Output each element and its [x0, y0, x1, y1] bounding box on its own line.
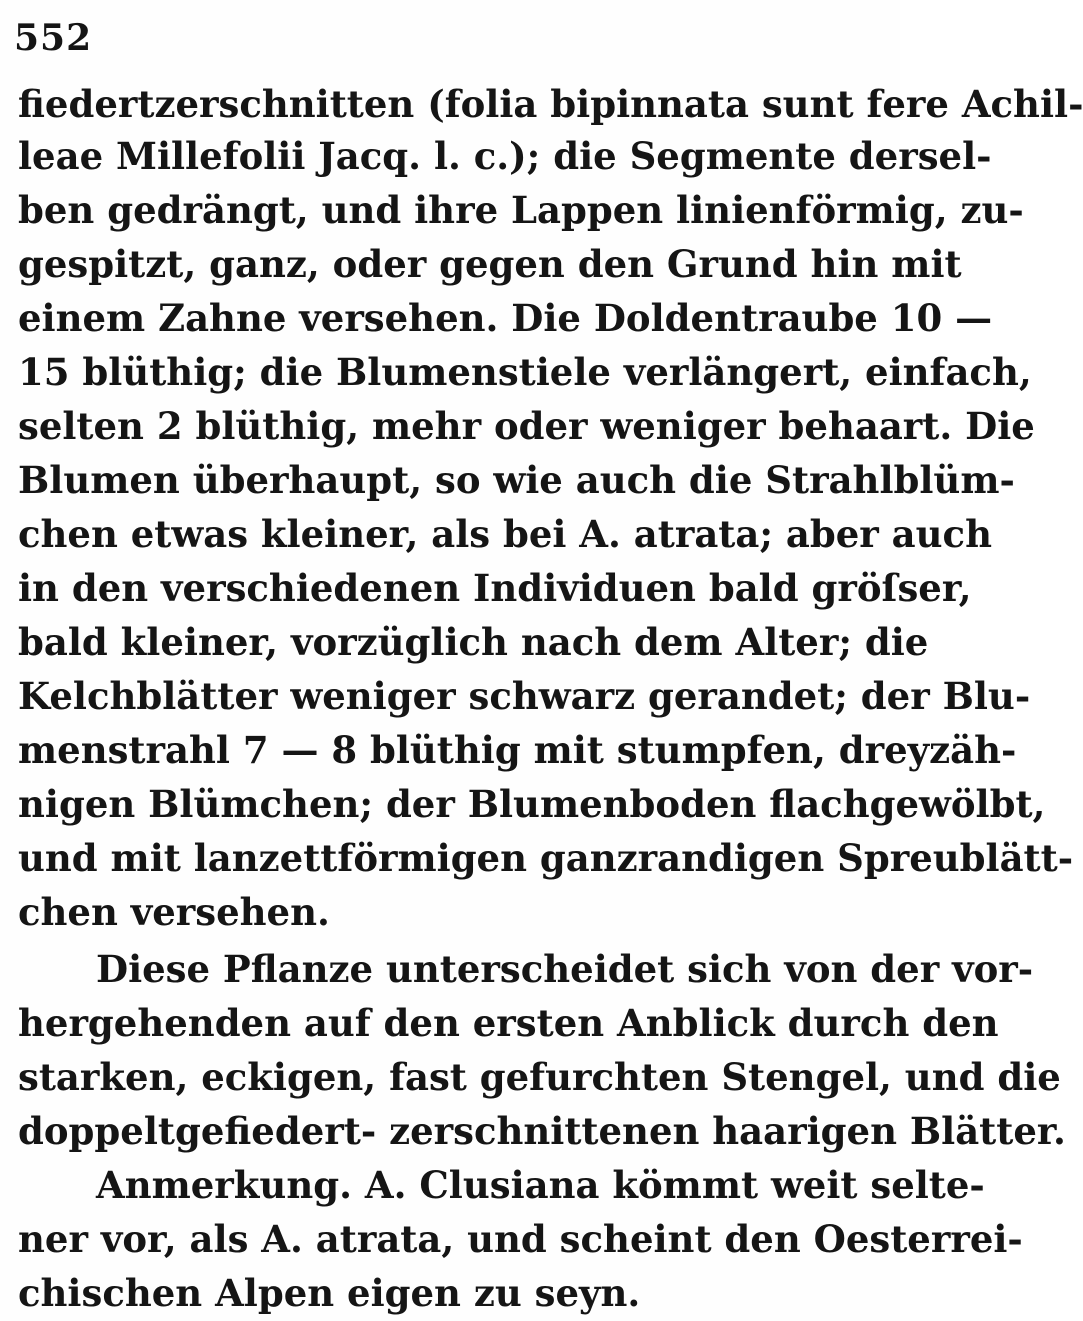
text-line-11: bald kleiner, vorzüglich nach dem Alter; die	[18, 620, 929, 664]
text-line-1: fiedertzerschnitten (folia bipinnata sunt fere Achil-	[18, 82, 1083, 126]
text-line-12: Kelchblätter weniger schwarz gerandet; der Blu-	[18, 674, 1031, 718]
text-line-14: nigen Blümchen; der Blumenboden flachgewölbt,	[18, 782, 1046, 826]
text-line-9: chen etwas kleiner, als bei A. atrata; aber auch	[18, 512, 992, 556]
page-number: 552	[14, 17, 93, 59]
text-line-19: starken, eckigen, fast gefurchten Stengel, und die	[18, 1055, 1061, 1099]
text-line-5: einem Zahne versehen. Die Doldentraube 10 —	[18, 296, 993, 340]
text-line-17: Diese Pflanze unterscheidet sich von der vor-	[96, 947, 1034, 991]
text-line-20: doppeltgefiedert- zerschnittenen haarigen Blätter.	[18, 1109, 1066, 1153]
text-line-21: Anmerkung. A. Clusiana kömmt weit selte-	[96, 1163, 985, 1207]
text-line-18: hergehenden auf den ersten Anblick durch den	[18, 1001, 999, 1045]
text-line-8: Blumen überhaupt, so wie auch die Strahlblüm-	[18, 458, 1015, 502]
text-line-16: chen versehen.	[18, 890, 330, 934]
text-line-4: gespitzt, ganz, oder gegen den Grund hin mit	[18, 242, 962, 286]
text-line-23: chischen Alpen eigen zu seyn.	[18, 1271, 641, 1315]
text-line-22: ner vor, als A. atrata, und scheint den Oesterrei-	[18, 1217, 1023, 1261]
text-line-13: menstrahl 7 — 8 blüthig mit stumpfen, dreyzäh-	[18, 728, 1017, 772]
text-line-2: leae Millefolii Jacq. l. c.); die Segmente dersel-	[18, 134, 992, 178]
text-line-6: 15 blüthig; die Blumenstiele verlängert, einfach,	[18, 350, 1032, 394]
text-line-15: und mit lanzettförmigen ganzrandigen Spreublätt-	[18, 836, 1074, 880]
text-line-10: in den verschiedenen Individuen bald gröſser,	[18, 566, 972, 610]
text-line-3: ben gedrängt, und ihre Lappen linienförmig, zu-	[18, 188, 1024, 232]
text-line-7: selten 2 blüthig, mehr oder weniger behaart. Die	[18, 404, 1035, 448]
